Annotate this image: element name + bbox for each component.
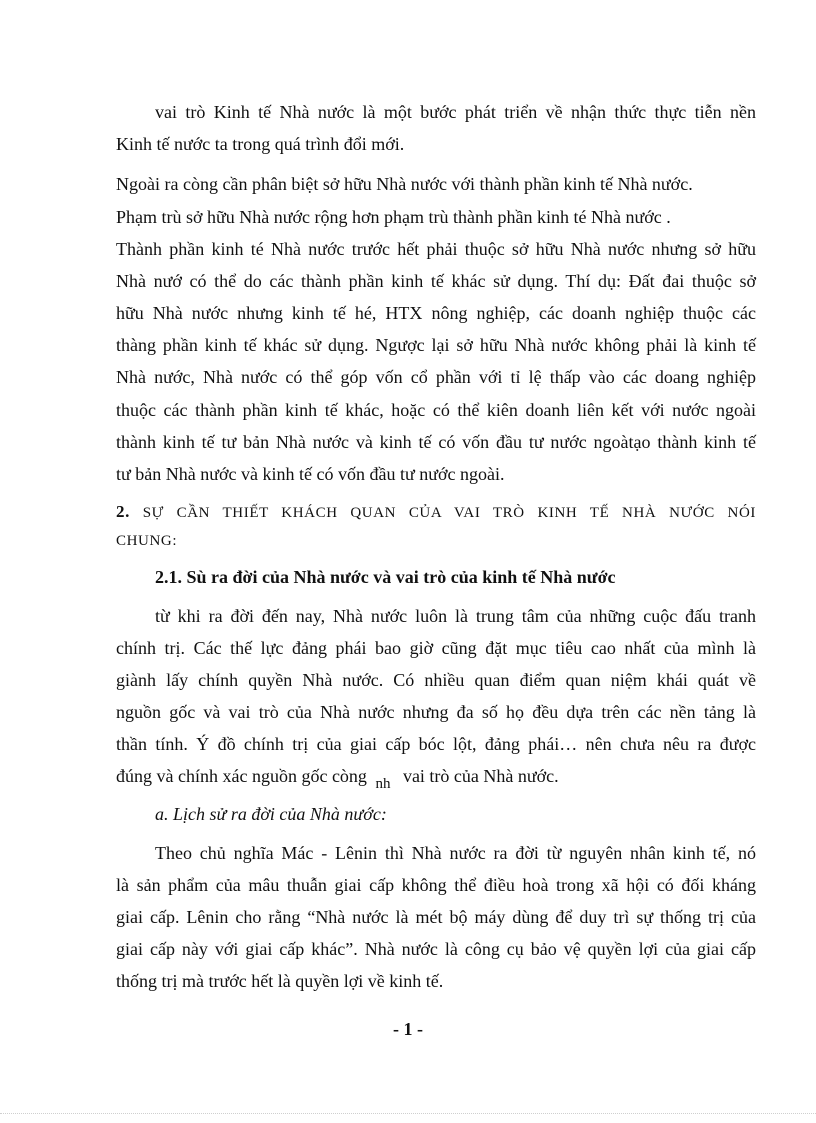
paragraph-line: vai trò Kinh tế Nhà nước là một bước phát triển về nhận thức thực tiễn nền [155,102,756,122]
paragraph-line: thuộc các thành phần kinh tế khác, hoặc có thể kiên doanh liên kết với nước ngoài [116,400,756,420]
paragraph-line: Ngoài ra còng cần phân biệt sở hữu Nhà nước với thành phần kinh tế Nhà nước. [116,174,693,194]
page-edge-divider [0,1113,816,1114]
text-run: đúng và chính xác nguồn gốc còng [116,766,367,786]
paragraph-line: Phạm trù sở hữu Nhà nước rộng hơn phạm trù thành phần kinh té Nhà nước . [116,207,671,227]
paragraph-line: chính trị. Các thế lực đảng phái bao giờ cũng đặt mục tiêu cao nhất của mình là [116,638,756,658]
paragraph-line: tư bản Nhà nước và kinh tế có vốn đầu tư nước ngoài. [116,464,505,484]
paragraph-line: thống trị mà trước hết là quyền lợi về kinh tế. [116,971,444,991]
paragraph-line: Nhà nước, Nhà nước có thể góp vốn cổ phần với tỉ lệ thấp vào các doang nghiệp [116,367,756,387]
paragraph-line: giành lấy chính quyền Nhà nước. Có nhiều quan điểm quan niệm khái quát về [116,670,756,690]
page-number: - 1 - [393,1019,423,1039]
section-number: 2. [116,502,130,521]
paragraph-line: giai cấp này với giai cấp khác”. Nhà nước là công cụ bảo vệ quyền lợi của giai cấp [116,939,756,959]
section-title-continued: CHUNG: [116,533,178,549]
paragraph-line: thàng phần kinh tế khác sử dụng. Ngược lại sở hữu Nhà nước không phải là kinh tế [116,335,756,355]
paragraph-line [116,765,559,792]
section-title: SỰ CẦN THIẾT KHÁCH QUAN CỦA VAI TRÒ KINH TẾ NHÀ NƯỚC NÓI [142,505,756,521]
paragraph-line: thành kinh tế tư bản Nhà nước và kinh tế có vốn đầu tư nước ngoàtạo thành kinh tế [116,432,756,452]
paragraph-line: Theo chủ nghĩa Mác - Lênin thì Nhà nước ra đời từ nguyên nhân kinh tế, nó [155,843,756,863]
subscript-text: nh [375,776,391,792]
paragraph-line: Nhà nướ có thể do các thành phần kinh tế khác sử dụng. Thí dụ: Đất đai thuộc sở [116,271,756,291]
section-heading [116,501,756,524]
subsection-heading: 2.1. Sù ra đời của Nhà nước và vai trò của kinh tế Nhà nước [155,567,616,587]
paragraph-line: Thành phần kinh té Nhà nước trước hết phải thuộc sở hữu Nhà nước nhưng sở hữu [116,239,756,259]
paragraph-line: thần tính. Ý đồ chính trị của giai cấp bóc lột, đảng phái… nên chưa nêu ra được [116,734,756,754]
paragraph-line: hữu Nhà nước nhưng kinh tế hé, HTX nông nghiệp, các doanh nghiệp thuộc các [116,303,756,323]
text-run: vai trò của Nhà nước. [402,766,559,786]
paragraph-line: giai cấp. Lênin cho rằng “Nhà nước là mét bộ máy dùng để duy trì sự thống trị của [116,907,756,927]
paragraph-line: Kinh tế nước ta trong quá trình đổi mới. [116,134,405,154]
paragraph-line: từ khi ra đời đến nay, Nhà nước luôn là trung tâm của những cuộc đấu tranh [155,606,756,626]
paragraph-line: là sản phẩm của mâu thuẫn giai cấp không thể điều hoà trong xã hội có đối kháng [116,875,756,895]
paragraph-line: nguồn gốc và vai trò của Nhà nước nhưng đa số họ đều dựa trên các nền tảng là [116,702,756,722]
subheading-a: a. Lịch sử ra đời của Nhà nước: [155,804,387,824]
